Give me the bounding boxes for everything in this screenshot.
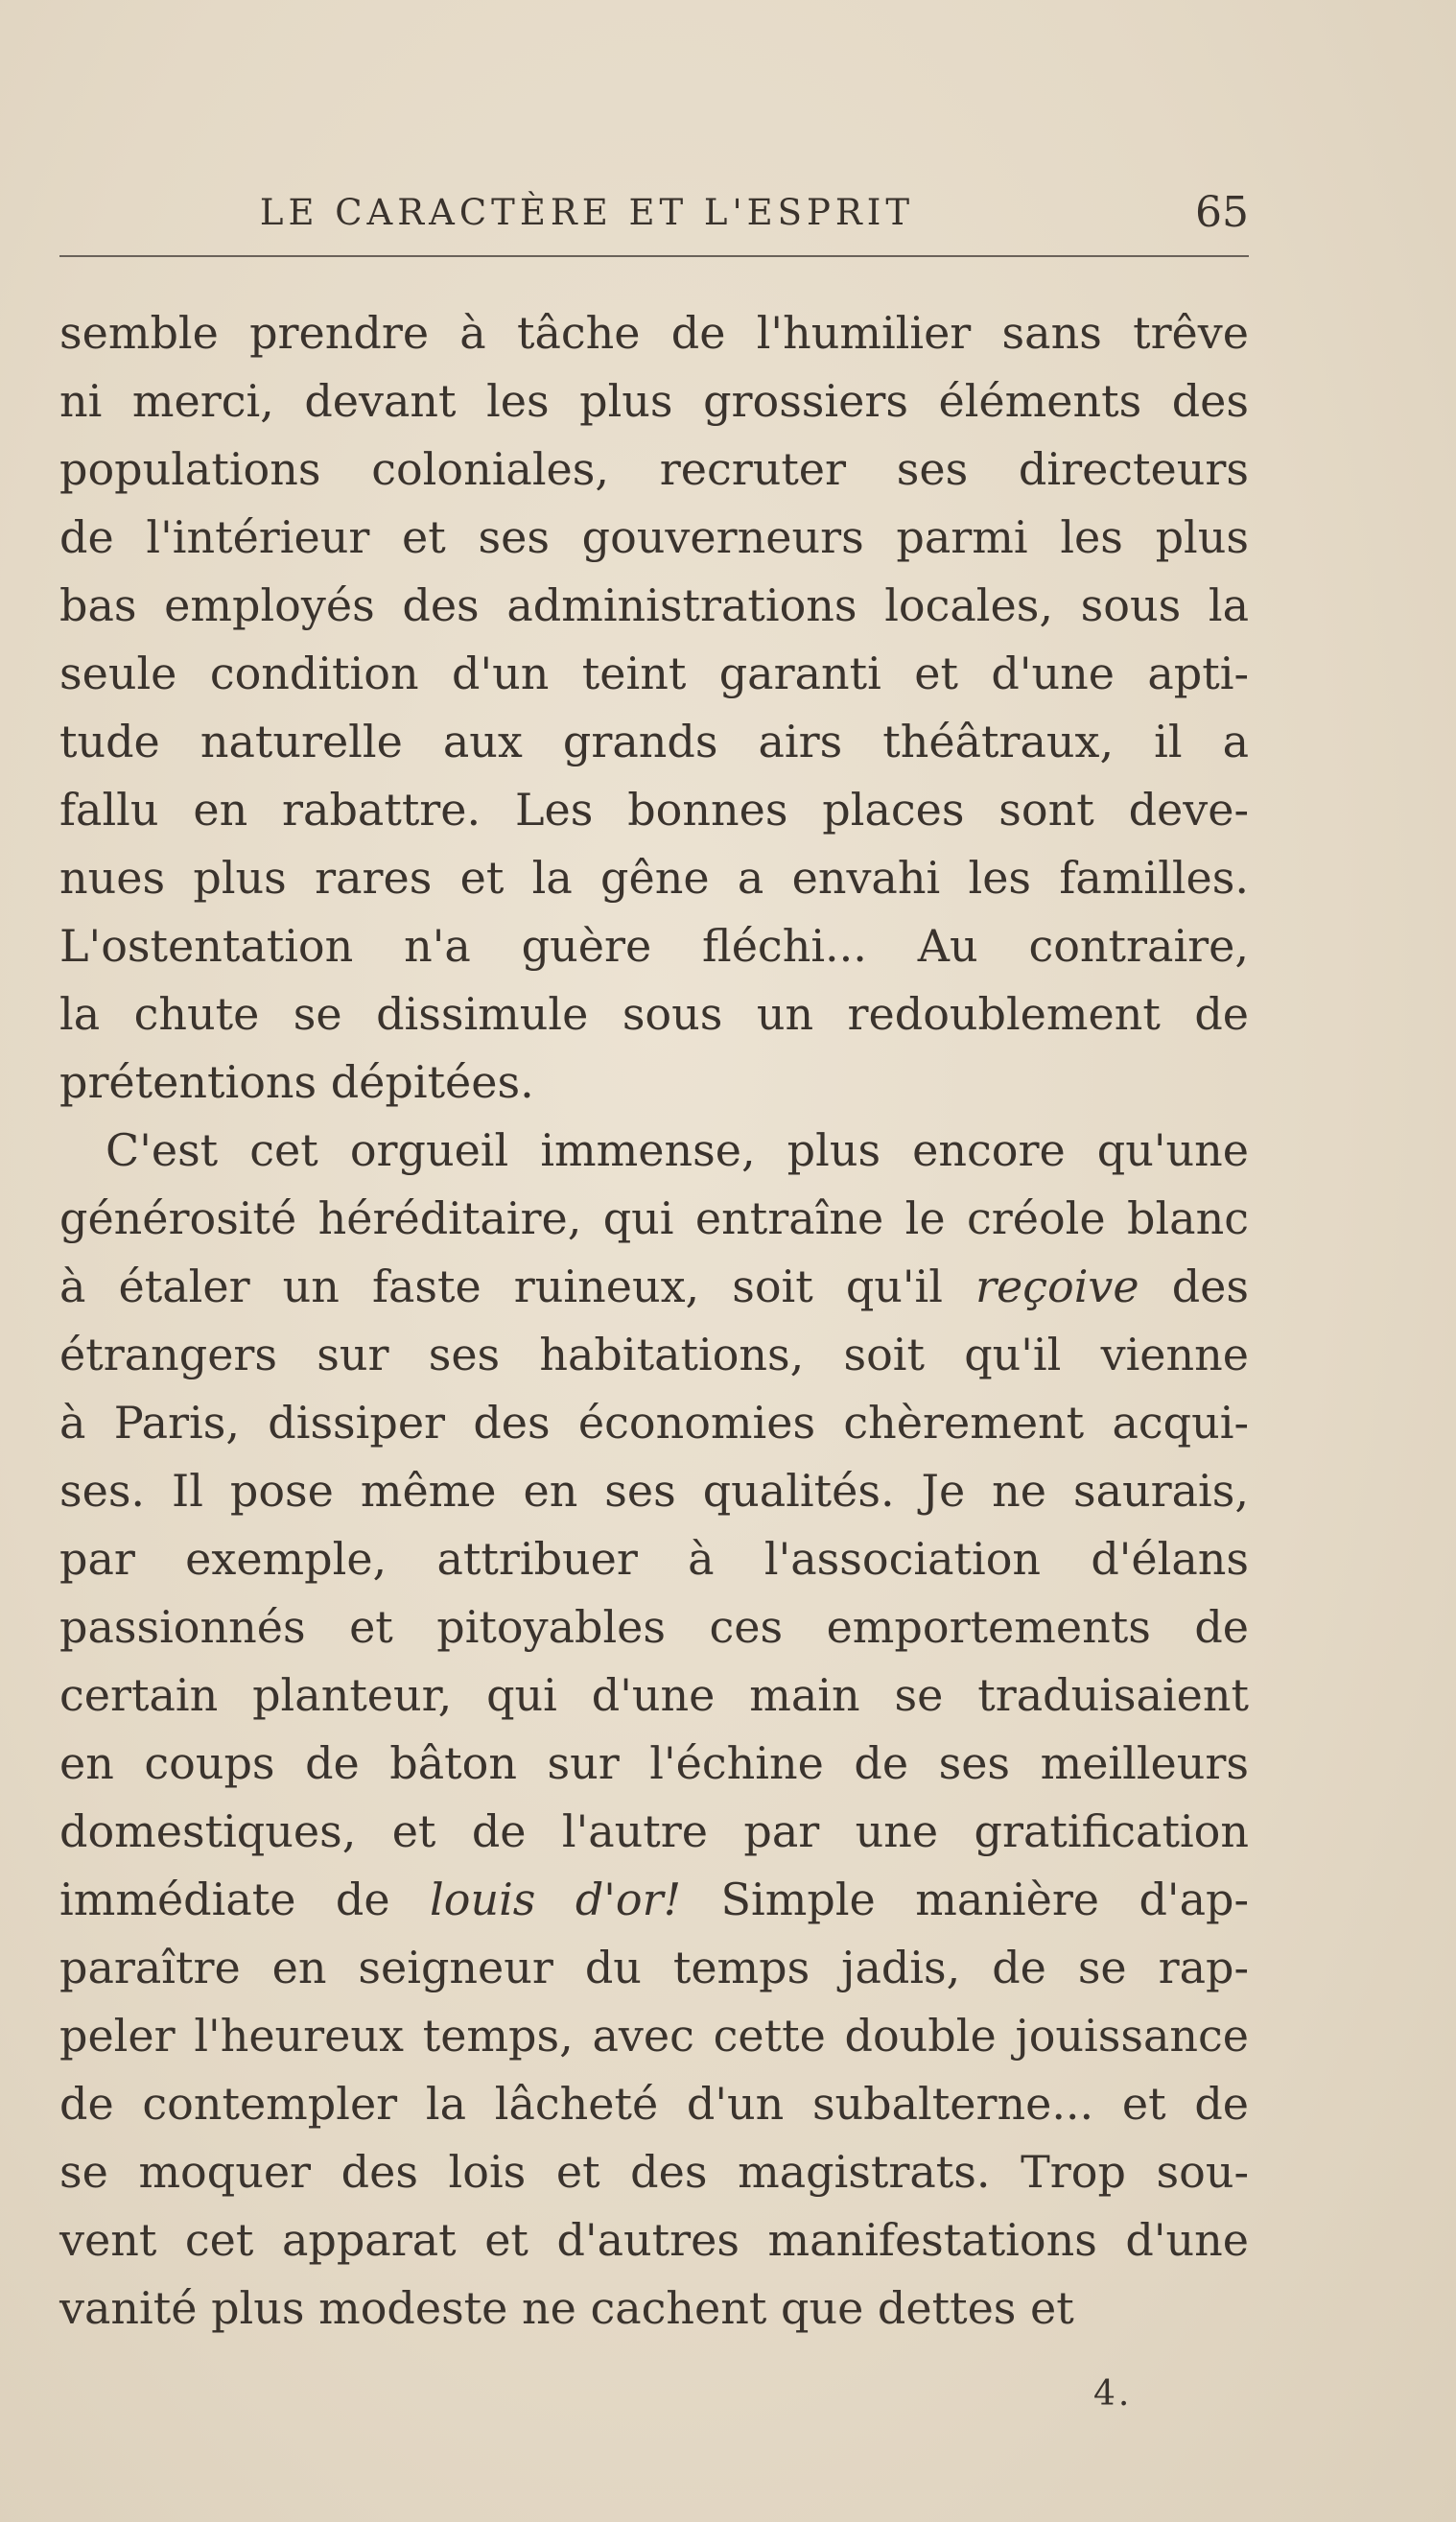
- text-segment: à étaler un faste ruineux, soit qu'il: [59, 1261, 976, 1312]
- text-line: tude naturelle aux grands airs théâtraux, il a: [59, 716, 1249, 767]
- text-line: de contempler la lâcheté d'un subalterne... et de: [59, 2078, 1249, 2130]
- text-line: passionnés et pitoyables ces emportements de: [59, 1601, 1249, 1653]
- text-line: vent cet apparat et d'autres manifestations d'une: [59, 2214, 1249, 2266]
- text-line: semble prendre à tâche de l'humilier sans trêve: [59, 307, 1249, 359]
- text-line: seule condition d'un teint garanti et d'une apti-: [59, 648, 1249, 699]
- text-line: étrangers sur ses habitations, soit qu'il vienne: [59, 1329, 1249, 1380]
- text-line: en coups de bâton sur l'échine de ses meilleurs: [59, 1737, 1249, 1789]
- text-line: nues plus rares et la gêne a envahi les familles.: [59, 852, 1249, 904]
- text-segment: immédiate de: [59, 1874, 431, 1925]
- italic-segment: reçoive: [975, 1261, 1139, 1312]
- signature-mark: 4.: [1093, 2374, 1133, 2414]
- header-rule: [59, 255, 1249, 257]
- text-segment: Simple manière d'ap-: [681, 1874, 1249, 1925]
- text-line: bas employés des administrations locales, sous la: [59, 579, 1249, 631]
- text-line: la chute se dissimule sous un redoublement de: [59, 988, 1249, 1040]
- text-line: peler l'heureux temps, avec cette double jouissance: [59, 2010, 1249, 2062]
- body-text: [59, 299, 1249, 2343]
- text-line: ni merci, devant les plus grossiers éléments des: [59, 375, 1249, 427]
- text-line: à Paris, dissiper des économies chèrement acqui-: [59, 1397, 1249, 1449]
- text-line: vanité plus modeste ne cachent que dettes et: [59, 2282, 1074, 2334]
- text-line: fallu en rabattre. Les bonnes places sont deve-: [59, 784, 1249, 836]
- text-line: ses. Il pose même en ses qualités. Je ne saurais,: [59, 1465, 1249, 1517]
- text-line: paraître en seigneur du temps jadis, de se rap-: [59, 1942, 1249, 1993]
- text-line: [59, 1253, 1249, 1321]
- text-line: par exemple, attribuer à l'association d'élans: [59, 1533, 1249, 1585]
- text-line: certain planteur, qui d'une main se traduisaient: [59, 1669, 1249, 1721]
- page-number: 65: [1195, 188, 1249, 237]
- text-line: de l'intérieur et ses gouverneurs parmi les plus: [59, 511, 1249, 563]
- text-segment: des: [1139, 1261, 1249, 1312]
- text-line: se moquer des lois et des magistrats. Trop sou-: [59, 2146, 1249, 2198]
- text-line: [59, 1866, 1249, 1934]
- text-line: domestiques, et de l'autre par une gratification: [59, 1805, 1249, 1857]
- text-line: prétentions dépitées.: [59, 1056, 534, 1108]
- page-header: [59, 184, 1249, 242]
- text-line: C'est cet orgueil immense, plus encore qu'une: [106, 1124, 1249, 1176]
- text-line: L'ostentation n'a guère fléchi... Au contraire,: [59, 920, 1249, 972]
- running-title: LE CARACTÈRE ET L'ESPRIT: [259, 192, 915, 233]
- text-line: populations coloniales, recruter ses directeurs: [59, 443, 1249, 495]
- text-line: générosité héréditaire, qui entraîne le créole blanc: [59, 1192, 1249, 1244]
- italic-segment: louis d'or!: [430, 1874, 682, 1925]
